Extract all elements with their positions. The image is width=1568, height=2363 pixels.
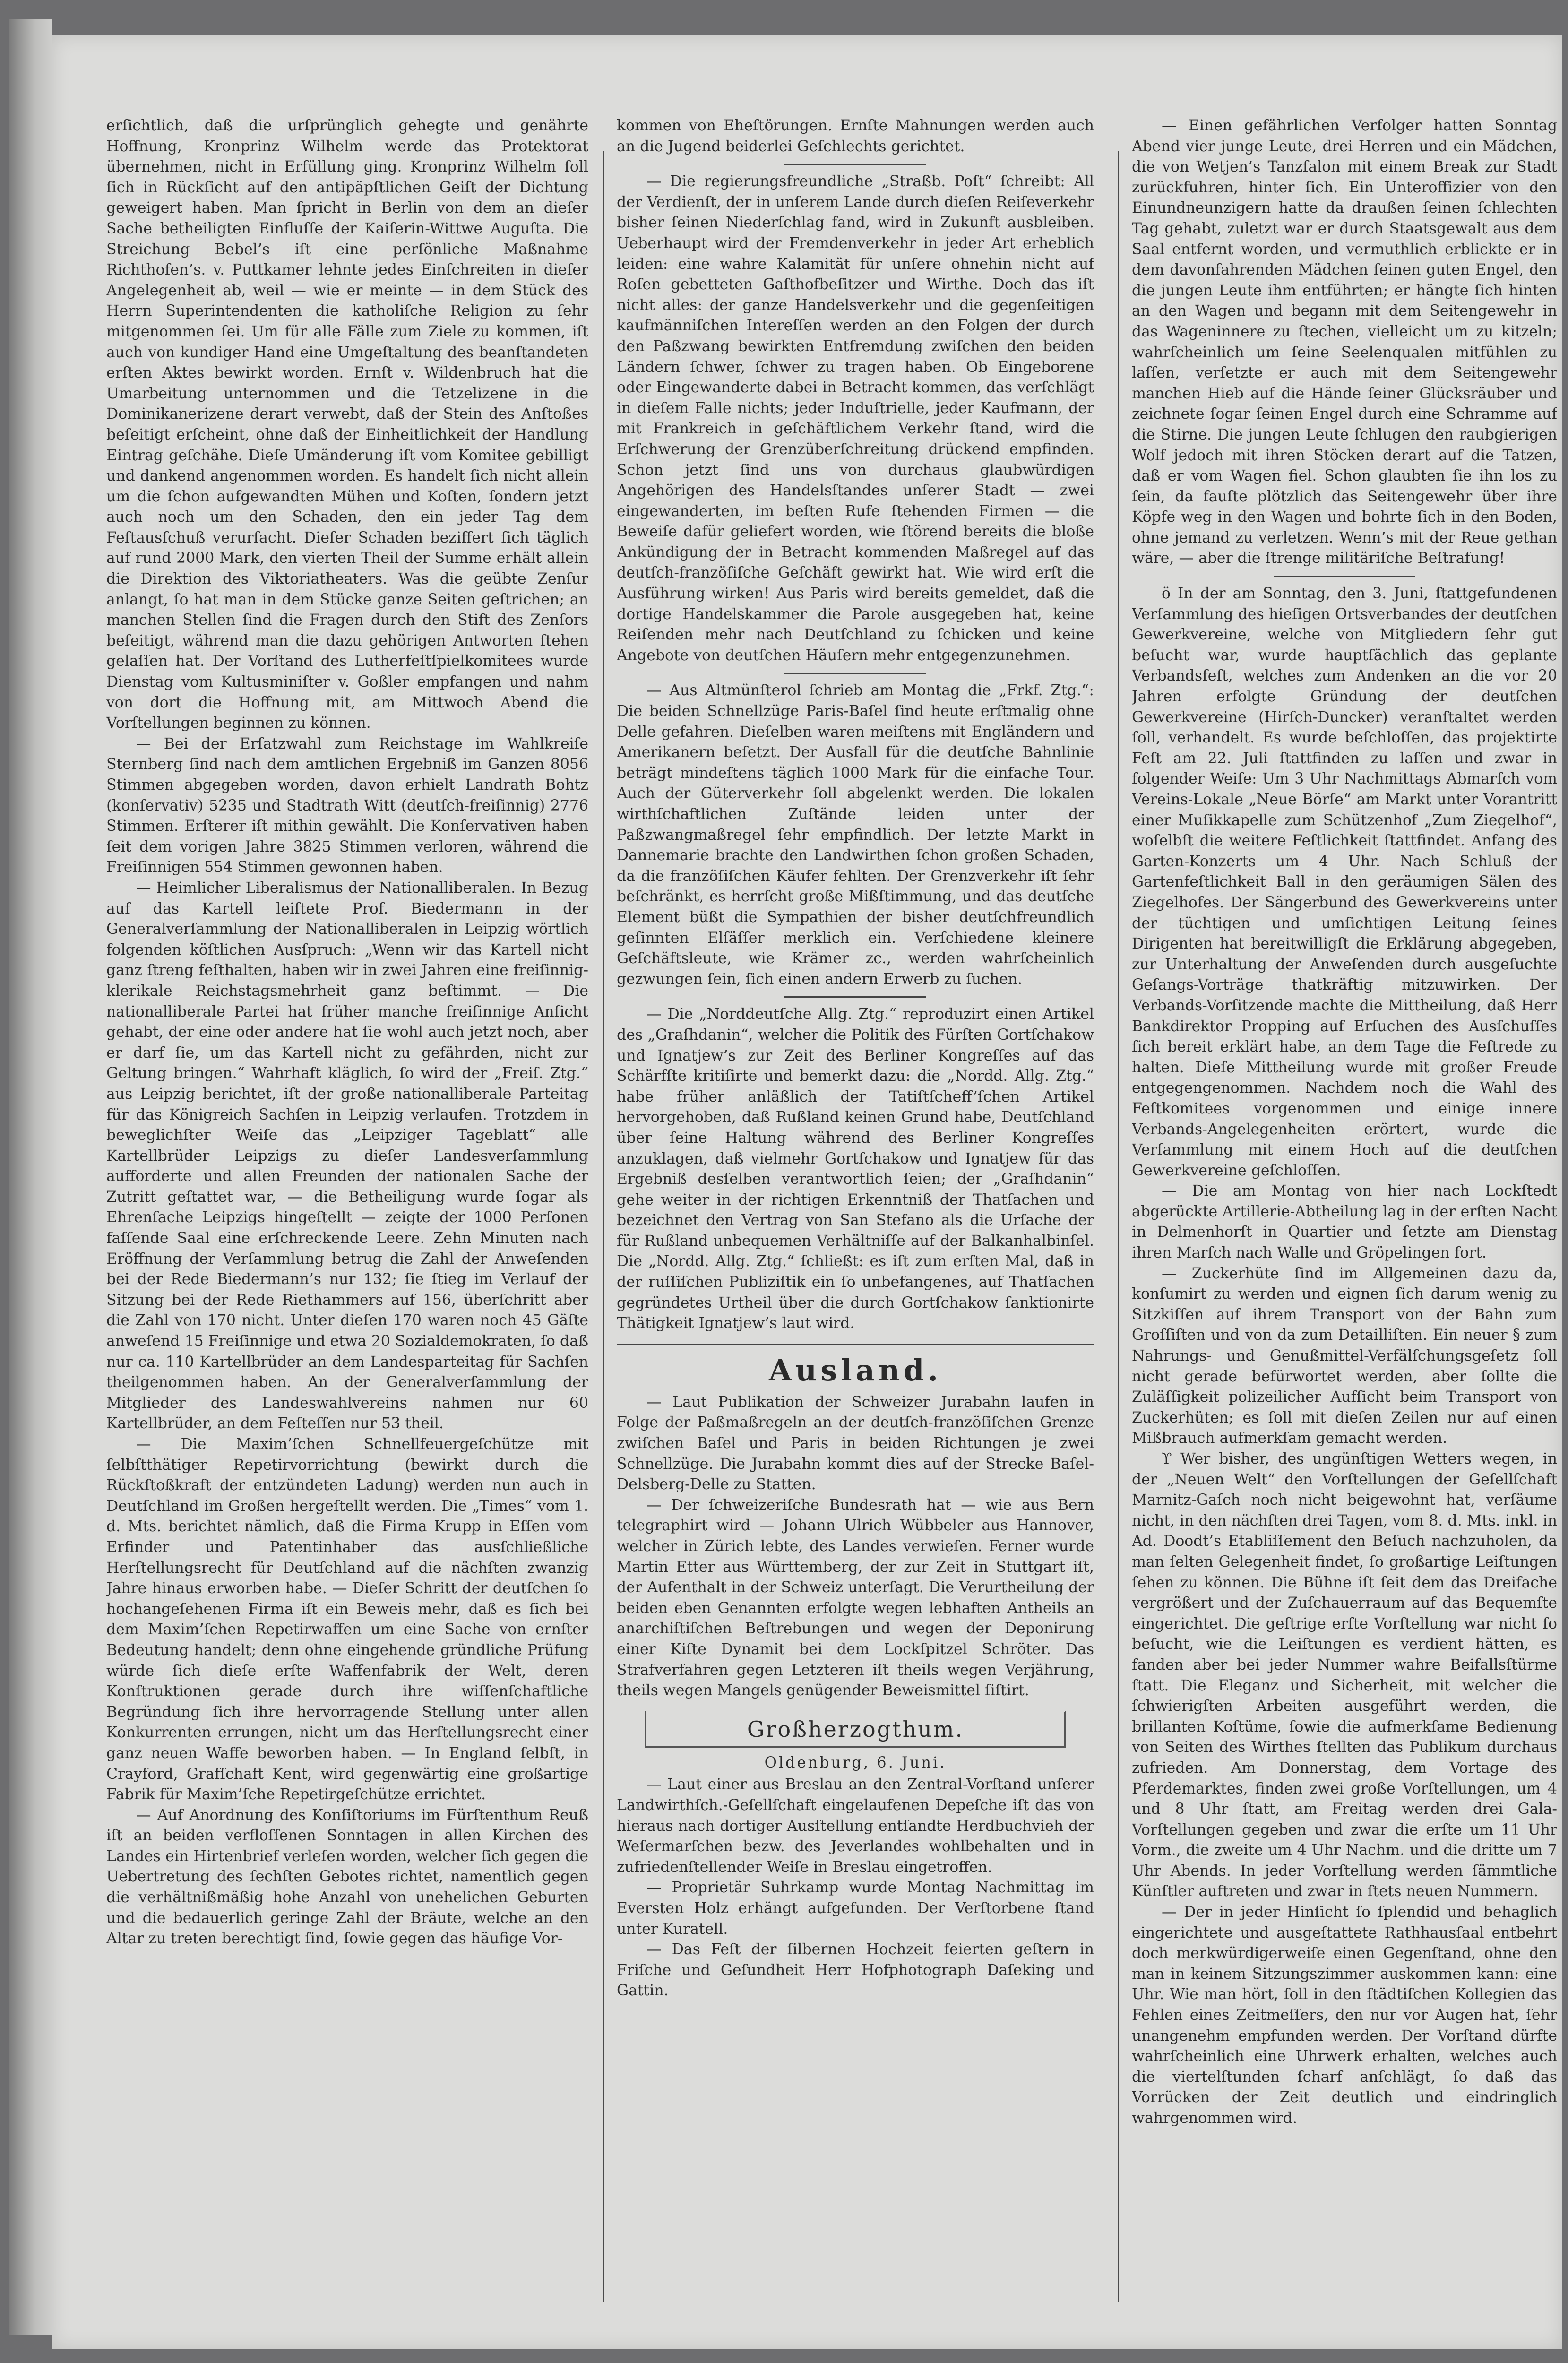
section-heading-ausland: Ausland. bbox=[769, 1353, 942, 1388]
page-edge bbox=[9, 19, 52, 2335]
article-paragraph: erſichtlich, daß die urſprünglich gehegte und genährte Hoffnung, Kronprinz Wilhelm werde das Protektorat übernehmen, nicht in Erfüllung ging. Kronprinz Wilhelm ſoll ſich in Rückſicht auf den antipäpſtlichen Geiſt der Dichtung geweigert haben. Man ſpricht in Berlin von dem an dieſer Sache betheiligten Einfluſſe der Kaiſerin-Wittwe Auguſta. Die Streichung Bebel’s iſt eine perſönliche Maßnahme Richthofen’s. v. Puttkamer lehnte jedes Einſchreiten in dieſer Angelegenheit ab, weil — wie er meinte — in dem Stück des Herrn Superintendenten die katholiſche Religion zu ſehr mitgenommen ſei. Um für alle Fälle zum Ziele zu kommen, iſt auch von kundiger Hand eine Umgeſtaltung des beanſtandeten erſten Aktes bewirkt worden. Ernſt v. Wildenbruch hat die Umarbeitung unternommen und die Tetzelizene in die Dominikanerizene derart verwebt, daß der Stein des Anſtoßes beſeitigt erſcheint, ohne daß der Einheitlichkeit der Handlung Eintrag geſchähe. Dieſe Umänderung iſt vom Komitee gebilligt und dankend angenommen worden. Es handelt ſich nicht allein um die ſchon aufgewandten Mühen und Koſten, ſondern jetzt auch noch um den Schaden, den ein jeder Tag dem Feſtausſchuß verurſacht. Dieſer Schaden beziffert ſich täglich auf rund 2000 Mark, den vierten Theil der Summe erhält allein die Direktion des Viktoriatheaters. Was die geübte Zenſur anlangt, ſo hat man in dem Stücke ganze Seiten geſtrichen; an manchen Stellen ſind die Fragen durch den Stift des Zenſors beſeitigt, während man die dazu gehörigen Antworten ſtehen gelaſſen hat. Der Vorſtand des Lutherfeſtſpielkomitees wurde Dienstag vom Kultusminiſter v. Goßler empfangen und nahm von dort die Hoffnung mit, am Mittwoch Abend die Vorſtellungen beginnen zu können. bbox=[106, 117, 588, 732]
column-3 bbox=[1132, 116, 1557, 2271]
article-paragraph: — Heimlicher Liberalismus der Nationalliberalen. In Bezug auf das Kartell leiſtete Prof. Biedermann in der Generalverſammlung der Nationalliberalen in Leipzig wörtlich folgenden köſtlichen Ausſpruch: „Wenn wir das Kartell nicht ganz ſtreng feſthalten, haben wir in zwei Jahren eine freiſinnig-klerikale Reichstagsmehrheit ganz beſtimmt. — Die nationalliberale Partei hat früher manche freiſinnige Anſicht gehabt, der eine oder andere hat ſie wohl auch jetzt noch, aber er darf ſie, um das Kartell nicht zu gefährden, nicht zur Geltung bringen.“ Wahrhaft kläglich, ſo wird der „Freiſ. Ztg.“ aus Leipzig berichtet, iſt der große nationalliberale Parteitag für das Königreich Sachſen in Leipzig verlaufen. Trotzdem in beweglichſter Weiſe das „Leipziger Tageblatt“ alle Kartellbrüder Leipzigs zu dieſer Landesverſammlung aufforderte und allen Freunden der nationalen Sache der Zutritt geſtattet war, — die Betheiligung wurde ſogar als Ehrenſache Leipzigs hingeſtellt — zeigte der 1000 Perſonen faſſende Saal eine erſchreckende Leere. Zehn Minuten nach Eröffnung der Verſammlung betrug die Zahl der Anweſenden bei der Rede Biedermann’s nur 132; ſie ſtieg im Verlauf der Sitzung bei der Rede Riethammers auf 156, überſchritt aber die Zahl von 170 nicht. Unter dieſen 170 waren noch 45 Gäſte anweſend 15 Freiſinnige und etwa 20 Sozialdemokraten, ſo daß nur ca. 110 Kartellbrüder an dem Landesparteitag für Sachſen theilgenommen haben. An der Generalverſammlung der Mitglieder des Landeswahlvereins nahmen nur 60 Kartellbrüder, an dem Feſteſſen nur 53 theil. bbox=[106, 879, 588, 1432]
column-2 bbox=[617, 116, 1094, 2271]
article-paragraph: — Das Feſt der ſilbernen Hochzeit feierten geſtern in Friſche und Geſundheit Herr Hofphotograph Daſeking und Gattin. bbox=[617, 1941, 1094, 2000]
article-paragraph: — Aus Altmünſterol ſchrieb am Montag die „Frkf. Ztg.“: Die beiden Schnellzüge Paris-Baſel ſind heute erſtmalig ohne Delle gefahren. Dieſelben waren meiſtens mit Engländern und Amerikanern beſetzt. Der Ausfall für die deutſche Bahnlinie beträgt mindeſtens täglich 1000 Mark für die einfache Tour. Auch der Güterverkehr ſoll abgelenkt werden. Die lokalen wirthſchaftlichen Zuſtände leiden unter der Paßzwangmaßregel ſehr empfindlich. Der letzte Markt in Dannemarie brachte den Landwirthen ſchon großen Schaden, da die franzöſiſchen Käufer fehlten. Der Grenzverkehr iſt ſehr beſchränkt, es herrſcht große Mißſtimmung, und das deutſche Element büßt die Sympathien der bisher deutſchfreundlich geſinnten Elſäſſer merklich ein. Verſchiedene kleinere Geſchäftsleute, wie Krämer zc., werden wahrſcheinlich gezwungen ſein, ſich einen andern Erwerb zu ſuchen. bbox=[617, 682, 1094, 988]
article-paragraph: kommen von Eheſtörungen. Ernſte Mahnungen werden auch an die Jugend beiderlei Geſchlechts gerichtet. bbox=[617, 117, 1094, 155]
article-paragraph: — Einen gefährlichen Verfolger hatten Sonntag Abend vier junge Leute, drei Herren und ein Mädchen, die von Wetjen’s Tanzſalon mit einem Break zur Stadt zurückfuhren, hinter ſich. Ein Unteroffizier von den Einundneunzigern hatte da draußen ſeinen ſchlechten Tag gehabt, zuletzt war er durch Staatsgewalt aus dem Saal entfernt worden, und vermuthlich erblickte er in dem davonfahrenden Mädchen ſeinen guten Engel, den die jungen Leute ihm entführten; er hängte ſich hinten an den Wagen und begann mit dem Seitengewehr in das Wageninnere zu ſtechen, vielleicht um zu kitzeln; wahrſcheinlich um ſeine Seelenqualen mitfühlen zu laſſen, verſetzte er auch mit dem Seitengewehr manchen Hieb auf die Hände ſeiner Glücksräuber und zeichnete ſogar ſeinen Engel durch eine Schramme auf die Stirne. Die jungen Leute ſchlugen den raubgierigen Wolf jedoch mit ihren Stöcken derart auf die Tatzen, daß er vom Wagen fiel. Schon glaubten ſie ihn los zu ſein, da fauſte plötzlich das Seitengewehr über ihre Köpfe weg in den Wagen und bohrte ſich in den Boden, ohne jemand zu verletzen. Wenn’s mit der Reue gethan wäre, — aber die ſtrenge militäriſche Beſtrafung! bbox=[1132, 117, 1557, 567]
article-paragraph: — Zuckerhüte ſind im Allgemeinen dazu da, konſumirt zu werden und eignen ſich darum wenig zu Sitzkiſſen auf ihrem Transport von der Bahn zum Groſſiſten und von da zum Detailliſten. Ein neuer § zum Nahrungs- und Genußmittel-Verfälſchungsgeſetz ſoll nicht gerade befürwortet werden, aber ſollte die Zuläſſigkeit polizeilicher Aufſicht beim Transport von Zuckerhüten; es ſoll mit dieſen Zeilen nur auf einen Mißbrauch aufmerkſam gemacht werden. bbox=[1132, 1265, 1557, 1447]
article-paragraph: — Der ſchweizeriſche Bundesrath hat — wie aus Bern telegraphirt wird — Johann Ulrich Wübbeler aus Hannover, welcher in Zürich lebte, des Landes verwieſen. Ferner wurde Martin Etter aus Württemberg, der zur Zeit in Stuttgart iſt, der Aufenthalt in der Schweiz unterſagt. Die Verurtheilung der beiden eben Genannten erfolgte wegen lebhaften Antheils an anarchiſtiſchen Beſtrebungen und wegen der Deponirung einer Kiſte Dynamit bei dem Lockſpitzel Schröter. Das Strafverfahren gegen Letzteren iſt theils wegen Verjährung, theils wegen Mangels genügender Beweismittel ſiſtirt. bbox=[617, 1496, 1094, 1699]
column-rule-2 bbox=[1118, 151, 1119, 2302]
article-divider bbox=[784, 673, 926, 674]
section-divider bbox=[617, 1341, 1094, 1345]
article-divider bbox=[784, 164, 926, 165]
article-paragraph: — Proprietär Suhrkamp wurde Montag Nachmittag im Eversten Holz erhängt aufgefunden. Der Verſtorbene ſtand unter Kuratell. bbox=[617, 1879, 1094, 1938]
article-paragraph: — Die Maxim’ſchen Schnellfeuergeſchütze mit ſelbſtthätiger Repetirvorrichtung (bewirkt durch die Rückſtoßkraft der entzündeten Ladung) werden nun auch in Deutſchland im Großen hergeſtellt werden. Die „Times“ vom 1. d. Mts. berichtet nämlich, daß die Firma Krupp in Eſſen vom Erfinder und Patentinhaber das ausſchließliche Herſtellungsrecht für Deutſchland auf die nächſten zwanzig Jahre hinaus erworben habe. — Dieſer Schritt der deutſchen ſo hochangeſehenen Firma iſt ein Beweis mehr, daß es ſich bei dem Maxim’ſchen Repetirwaffen um eine Sache von ernſter Bedeutung handelt; denn ohne eingehende gründliche Prüfung würde ſich dieſe erſte Waffenfabrik der Welt, deren Konſtruktionen gerade durch ihre wiſſenſchaftliche Begründung ſich ihre hervorragende Stellung unter allen Konkurrenten errungen, nicht um das Herſtellungsrecht einer ganz neuen Waffe beworben haben. — In England ſelbſt, in Crayford, Grafſchaft Kent, wird gegenwärtig eine großartige Fabrik für Maxim’ſche Repetirgeſchütze errichtet. bbox=[106, 1436, 588, 1803]
article-paragraph: — Die am Montag von hier nach Lockſtedt abgerückte Artillerie-Abtheilung lag in der erſten Nacht in Delmenhorſt in Quartier und ſetzte am Dienstag ihren Marſch nach Walle und Gröpelingen fort. bbox=[1132, 1182, 1557, 1262]
article-paragraph: — Die regierungsfreundliche „Straßb. Poſt“ ſchreibt: All der Verdienſt, der in unſerem Lande durch dieſen Reiſeverkehr bisher ſeinen Niederſchlag fand, wird in Zukunft ausbleiben. Ueberhaupt wird der Fremdenverkehr in jeder Art erheblich leiden: eine wahre Kalamität für unſere ohnehin nicht auf Roſen gebetteten Gaſthofbeſitzer und Wirthe. Doch das iſt nicht alles: der ganze Handelsverkehr und die gegenſeitigen kaufmänniſchen Intereſſen werden an den Folgen der durch den Paßzwang bewirkten Entfremdung zwiſchen den beiden Ländern ſchwer, ſchwer zu tragen haben. Ob Eingeborene oder Eingewanderte dabei in Betracht kommen, das verſchlägt in dieſem Falle nichts; jeder Induſtrielle, jeder Kaufmann, der mit Frankreich in geſchäftlichem Verkehr ſtand, wird die Erſchwerung der Grenzüberſchreitung drückend empfinden. Schon jetzt ſind uns von durchaus glaubwürdigen Angehörigen des Handelsſtandes unſerer Stadt — zwei eingewanderten, im beſten Rufe ſtehenden Firmen — die Beweiſe dafür geliefert worden, wie ſtörend bereits die bloße Ankündigung der in Betracht kommenden Maßregel auf das deutſch-franzöſiſche Geſchäft gewirkt hat. Wie wird erſt die Ausführung wirken! Aus Paris wird bereits gemeldet, daß die dortige Handelskammer die Parole ausgegeben hat, keine Reiſenden mehr nach Deutſchland zu ſchicken und keine Angebote von deutſchen Häuſern mehr entgegenzunehmen. bbox=[617, 173, 1094, 664]
article-paragraph: ö In der am Sonntag, den 3. Juni, ſtattgefundenen Verſammlung des hieſigen Ortsverbandes der deutſchen Gewerkvereine, welche von Mitgliedern ſehr gut beſucht war, wurde hauptſächlich das geplante Verbandsfeſt, welches zum Andenken an die vor 20 Jahren erfolgte Gründung der deutſchen Gewerkvereine (Hirſch-Duncker) veranſtaltet werden ſoll, verhandelt. Es wurde beſchloſſen, das projektirte Feſt am 22. Juli ſtattfinden zu laſſen und zwar in folgender Weiſe: Um 3 Uhr Nachmittags Abmarſch vom Vereins-Lokale „Neue Börſe“ am Markt unter Vorantritt einer Muſikkapelle zum Schützenhof „Zum Ziegelhof“, woſelbſt die weitere Feſtlichkeit ſtattfindet. Anfang des Garten-Konzerts um 4 Uhr. Nach Schluß der Gartenfeſtlichkeit Ball in den geräumigen Sälen des Ziegelhofes. Der Sängerbund des Gewerkvereins unter der tüchtigen und umſichtigen Leitung ſeines Dirigenten hat bereitwilligſt die Erklärung abgegeben, zur Unterhaltung der Anweſenden durch ausgeſuchte Geſangs-Vorträge thatkräftig mitzuwirken. Der Verbands-Vorſitzende machte die Mittheilung, daß Herr Bankdirektor Propping auf Erſuchen des Ausſchuſſes ſich bereit erklärt habe, an dem Tage die Feſtrede zu halten. Dieſe Mittheilung wurde mit großer Freude entgegengenommen. Nachdem noch die Wahl des Feſtkomitees vorgenommen und einige innere Verbands-Angelegenheiten erörtert, wurde die Verſammlung mit einem Hoch auf die deutſchen Gewerkvereine geſchloſſen. bbox=[1132, 585, 1557, 1179]
article-divider bbox=[1274, 576, 1415, 577]
dateline: Oldenburg, 6. Juni. bbox=[764, 1753, 947, 1771]
article-paragraph: — Der in jeder Hinſicht ſo ſplendid und behaglich eingerichtete und ausgeſtattete Rathhausſaal entbehrt doch merkwürdigerweiſe einen Gegenſtand, ohne den man in keinem Sitzungszimmer auskommen kann: eine Uhr. Wie man hört, ſoll in den ſtädtiſchen Kollegien das Fehlen eines Zeitmeſſers, den nur vor Augen hat, ſehr unangenehm empfunden werden. Der Vorſtand dürfte wahrſcheinlich eine Uhrwerk erhalten, welches auch die viertelſtunden ſcharf anſchlägt, ſo daß das Vorrücken der Zeit deutlich und eindringlich wahrgenommen wird. bbox=[1132, 1904, 1557, 2127]
article-paragraph: — Bei der Erſatzwahl zum Reichstage im Wahlkreiſe Sternberg ſind nach dem amtlichen Ergebniß im Ganzen 8056 Stimmen abgegeben worden, davon erhielt Landrath Bohtz (konſervativ) 5235 und Stadtrath Witt (deutſch-freiſinnig) 2776 Stimmen. Erſterer iſt mithin gewählt. Die Konſervativen haben ſeit dem vorigen Jahre 3825 Stimmen verloren, während die Freiſinnigen 554 Stimmen gewonnen haben. bbox=[106, 735, 588, 876]
section-heading-grossherzogthum: Großherzogthum. bbox=[645, 1711, 1066, 1748]
column-rule-1 bbox=[603, 151, 604, 2302]
article-paragraph: — Auf Anordnung des Konſiſtoriums im Fürſtenthum Reuß iſt an beiden verfloſſenen Sonntagen in allen Kirchen des Landes ein Hirtenbrief verleſen worden, welcher ſich gegen die Uebertretung des ſechſten Gebotes richtet, namentlich gegen die verhältnißmäßig hohe Anzahl von unehelichen Geburten und die bedauerlich geringe Zahl der Bräute, welche an den Altar zu treten berechtigt ſind, ſowie gegen das häufige Vor- bbox=[106, 1806, 588, 1948]
article-divider bbox=[784, 996, 926, 998]
article-paragraph: — Die „Norddeutſche Allg. Ztg.“ reproduzirt einen Artikel des „Graſhdanin“, welcher die Politik des Fürſten Gortſchakow und Ignatjew’s zur Zeit des Berliner Kongreſſes auf das Schärfſte kritiſirte und bemerkt dazu: die „Nordd. Allg. Ztg.“ habe früher anläßlich der Tatiſtſcheff’ſchen Artikel hervorgehoben, daß Rußland keinen Grund habe, Deutſchland über ſeine Haltung während des Berliner Kongreſſes anzuklagen, daß vielmehr Gortſchakow und Ignatjew für das Ergebniß desſelben verantwortlich ſeien; der „Graſhdanin“ gehe weiter in der richtigen Erkenntniß der Thatſachen und bezeichnet den Vertrag von San Stefano als die Urſache der für Rußland unbequemen Verhältniſſe auf der Balkanhalbinſel. Die „Nordd. Allg. Ztg.“ ſchließt: es iſt zum erſten Mal, daß in der ruſſiſchen Publiziſtik ein ſo unbefangenes, auf Thatſachen gegründetes Urtheil über die durch Gortſchakow ſanktionirte Thätigkeit Ignatjew’s laut wird. bbox=[617, 1006, 1094, 1332]
column-1 bbox=[106, 116, 588, 2271]
article-paragraph: — Laut einer aus Breslau an den Zentral-Vorſtand unſerer Landwirthſch.-Geſellſchaft eingelaufenen Depeſche iſt das von hieraus nach dortiger Ausſtellung entſandte Herdbuchvieh der Weſermarſchen bezw. des Jeverlandes wohlbehalten und in zufriedenſtellender Weiſe in Breslau eingetroffen. bbox=[617, 1776, 1094, 1876]
article-paragraph: ϒ Wer bisher, des ungünſtigen Wetters wegen, in der „Neuen Welt“ den Vorſtellungen der Geſellſchaft Marnitz-Gaſch noch nicht beigewohnt hat, verſäume nicht, in den nächſten drei Tagen, vom 8. d. Mts. inkl. in Ad. Doodt’s Etabliſſement den Beſuch nachzuholen, da man ſelten Gelegenheit findet, ſo großartige Leiſtungen ſehen zu können. Die Bühne iſt ſeit dem das Dreifache vergrößert und der Zuſchauerraum auf das Bequemſte eingerichtet. Die geſtrige erſte Vorſtellung war nicht ſo beſucht, wie die Leiſtungen es verdient hätten, es fanden aber bei jeder Nummer wahre Beifallsſtürme ſtatt. Die Eleganz und Sicherheit, mit welcher die ſchwierigſten Arbeiten ausgeführt werden, die brillanten Koſtüme, ſowie die aufmerkſame Bedienung von Seiten des Wirthes ſtellten das Publikum durchaus zufrieden. Am Donnerstag, dem Vortage des Pferdemarktes, finden zwei große Vorſtellungen, um 4 und 8 Uhr ſtatt, am Freitag werden drei Gala-Vorſtellungen gegeben und zwar die erſte um 11 Uhr Vorm., die zweite um 4 Uhr Nachm. und die dritte um 7 Uhr Abends. In jeder Vorſtellung werden ſämmtliche Künſtler auftreten und zwar in ſtets neuen Nummern. bbox=[1132, 1450, 1557, 1900]
article-paragraph: — Laut Publikation der Schweizer Jurabahn laufen in Folge der Paßmaßregeln an der deutſch-franzöſiſchen Grenze zwiſchen Baſel und Paris in beiden Richtungen je zwei Schnellzüge. Die Jurabahn kommt dies auf der Strecke Baſel-Delsberg-Delle zu Statten. bbox=[617, 1393, 1094, 1493]
